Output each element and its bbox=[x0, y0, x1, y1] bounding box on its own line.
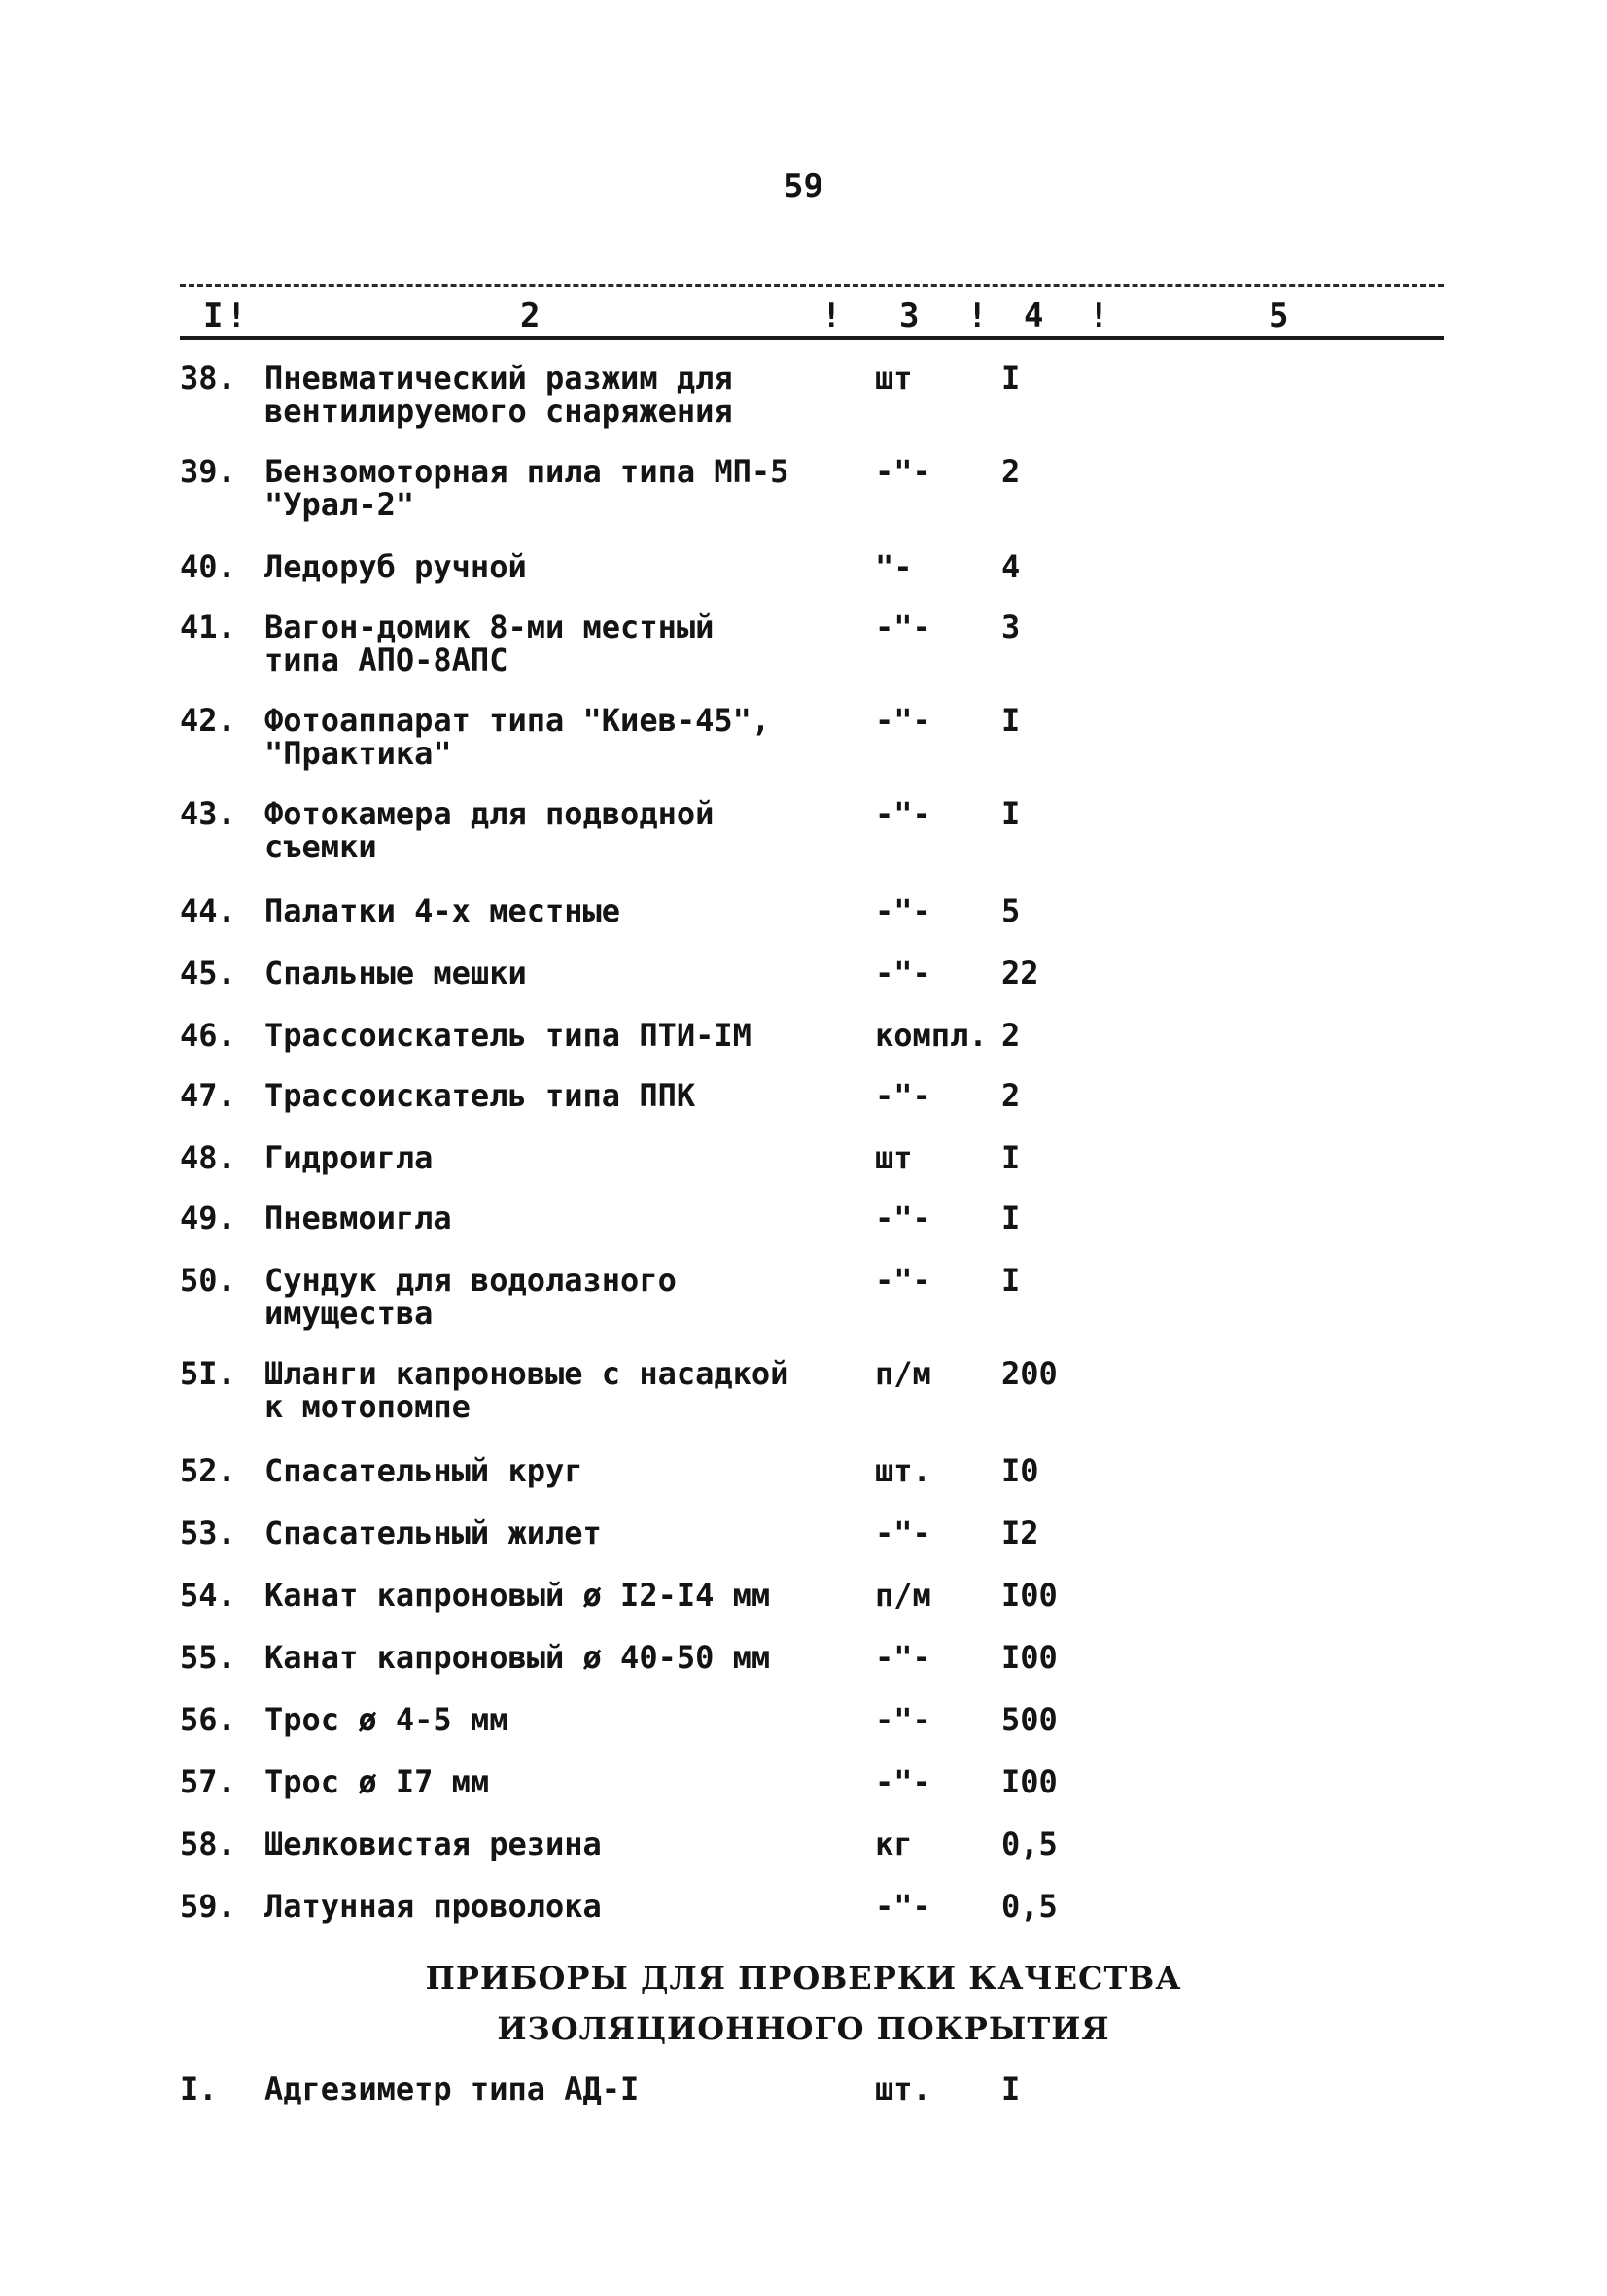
item-number: 48. bbox=[180, 1139, 236, 1176]
item-quantity: I00 bbox=[1001, 1639, 1058, 1676]
item-name: Ледоруб ручной bbox=[264, 548, 527, 585]
item-quantity: I0 bbox=[1001, 1452, 1039, 1489]
item-name: Спасательный жилет bbox=[264, 1514, 602, 1551]
item-name: Адгезиметр типа АД-I bbox=[264, 2070, 640, 2107]
item-name: Трассоискатель типа ППК bbox=[264, 1077, 696, 1114]
item-name: Фотокамера для подводной съемки bbox=[264, 795, 715, 865]
item-number: I. bbox=[180, 2070, 218, 2107]
header-separator: ! bbox=[1089, 296, 1109, 335]
item-number: 44. bbox=[180, 892, 236, 929]
item-unit: -"- bbox=[875, 892, 931, 929]
item-number: 38. bbox=[180, 360, 236, 397]
item-unit: компл. bbox=[875, 1017, 988, 1054]
item-unit: -"- bbox=[875, 453, 931, 490]
item-name: Фотоаппарат типа "Киев-45", "Практика" bbox=[264, 702, 771, 772]
item-number: 57. bbox=[180, 1763, 236, 1800]
item-name: Канат капроновый ø 40-50 мм bbox=[264, 1639, 771, 1676]
item-quantity: I bbox=[1001, 360, 1021, 397]
item-quantity: I bbox=[1001, 795, 1021, 832]
item-unit: -"- bbox=[875, 1763, 931, 1800]
item-number: 43. bbox=[180, 795, 236, 832]
header-col-4: 4 bbox=[1024, 296, 1044, 335]
item-number: 53. bbox=[180, 1514, 236, 1551]
item-number: 45. bbox=[180, 955, 236, 991]
item-name: Спасательный круг bbox=[264, 1452, 583, 1489]
item-unit: п/м bbox=[875, 1355, 931, 1392]
item-unit: шт bbox=[875, 1139, 913, 1176]
item-unit: -"- bbox=[875, 1200, 931, 1236]
item-unit: -"- bbox=[875, 1514, 931, 1551]
item-quantity: 0,5 bbox=[1001, 1888, 1058, 1925]
item-quantity: I bbox=[1001, 702, 1021, 739]
header-col-5: 5 bbox=[1269, 296, 1289, 335]
item-quantity: 0,5 bbox=[1001, 1826, 1058, 1862]
item-quantity: 4 bbox=[1001, 548, 1021, 585]
item-number: 46. bbox=[180, 1017, 236, 1054]
item-name: Трассоискатель типа ПТИ-IМ bbox=[264, 1017, 751, 1054]
section-title-line-2: ИЗОЛЯЦИОННОГО ПОКРЫТИЯ bbox=[497, 2010, 1110, 2047]
item-number: 42. bbox=[180, 702, 236, 739]
item-unit: шт. bbox=[875, 2070, 931, 2107]
item-number: 55. bbox=[180, 1639, 236, 1676]
table-header-rule bbox=[180, 336, 1444, 340]
item-quantity: I bbox=[1001, 1139, 1021, 1176]
item-unit: -"- bbox=[875, 955, 931, 991]
item-number: 47. bbox=[180, 1077, 236, 1114]
item-quantity: I bbox=[1001, 1200, 1021, 1236]
item-unit: шт. bbox=[875, 1452, 931, 1489]
item-unit: -"- bbox=[875, 795, 931, 832]
item-quantity: 2 bbox=[1001, 1077, 1021, 1114]
item-name: Канат капроновый ø I2-I4 мм bbox=[264, 1577, 771, 1614]
item-unit: кг bbox=[875, 1826, 913, 1862]
item-number: 54. bbox=[180, 1577, 236, 1614]
table-top-rule bbox=[180, 284, 1444, 287]
header-separator: ! bbox=[821, 296, 842, 335]
item-quantity: 2 bbox=[1001, 453, 1021, 490]
item-name: Трос ø I7 мм bbox=[264, 1763, 490, 1800]
header-col-1: I bbox=[203, 296, 224, 335]
item-unit: шт bbox=[875, 360, 913, 397]
item-quantity: 200 bbox=[1001, 1355, 1058, 1392]
header-col-3: 3 bbox=[899, 296, 920, 335]
item-number: 49. bbox=[180, 1200, 236, 1236]
item-number: 41. bbox=[180, 609, 236, 645]
item-number: 56. bbox=[180, 1701, 236, 1738]
item-number: 59. bbox=[180, 1888, 236, 1925]
item-name: Палатки 4-х местные bbox=[264, 892, 621, 929]
header-separator: ! bbox=[227, 296, 247, 335]
item-unit: -"- bbox=[875, 702, 931, 739]
item-quantity: I00 bbox=[1001, 1577, 1058, 1614]
item-number: 39. bbox=[180, 453, 236, 490]
item-unit: -"- bbox=[875, 1701, 931, 1738]
item-name: Шелковистая резина bbox=[264, 1826, 602, 1862]
item-quantity: 500 bbox=[1001, 1701, 1058, 1738]
item-unit: п/м bbox=[875, 1577, 931, 1614]
item-unit: -"- bbox=[875, 1077, 931, 1114]
item-name: Спальные мешки bbox=[264, 955, 527, 991]
item-number: 58. bbox=[180, 1826, 236, 1862]
item-name: Сундук для водолазного имущества bbox=[264, 1262, 677, 1332]
item-quantity: I bbox=[1001, 1262, 1021, 1299]
item-unit: -"- bbox=[875, 1639, 931, 1676]
item-unit: -"- bbox=[875, 1888, 931, 1925]
item-quantity: I2 bbox=[1001, 1514, 1039, 1551]
header-col-2: 2 bbox=[520, 296, 541, 335]
item-unit: "- bbox=[875, 548, 913, 585]
item-name: Пневматический разжим для вентилируемого снаряжения bbox=[264, 360, 733, 430]
item-unit: -"- bbox=[875, 609, 931, 645]
item-quantity: 2 bbox=[1001, 1017, 1021, 1054]
item-number: 52. bbox=[180, 1452, 236, 1489]
item-name: Трос ø 4-5 мм bbox=[264, 1701, 508, 1738]
item-quantity: 3 bbox=[1001, 609, 1021, 645]
item-name: Бензомоторная пила типа МП-5 "Урал-2" bbox=[264, 453, 789, 523]
header-separator: ! bbox=[967, 296, 988, 335]
item-quantity: I00 bbox=[1001, 1763, 1058, 1800]
item-name: Вагон-домик 8-ми местный типа АПО-8АПС bbox=[264, 609, 715, 678]
item-unit: -"- bbox=[875, 1262, 931, 1299]
item-quantity: I bbox=[1001, 2070, 1021, 2107]
item-name: Пневмоигла bbox=[264, 1200, 452, 1236]
item-name: Шланги капроновые с насадкой к мотопомпе bbox=[264, 1355, 789, 1425]
item-quantity: 22 bbox=[1001, 955, 1039, 991]
item-number: 5I. bbox=[180, 1355, 236, 1392]
item-number: 50. bbox=[180, 1262, 236, 1299]
item-quantity: 5 bbox=[1001, 892, 1021, 929]
item-number: 40. bbox=[180, 548, 236, 585]
section-title-line-1: ПРИБОРЫ ДЛЯ ПРОВЕРКИ КАЧЕСТВА bbox=[425, 1960, 1182, 1997]
item-name: Гидроигла bbox=[264, 1139, 434, 1176]
item-name: Латунная проволока bbox=[264, 1888, 602, 1925]
page-number: 59 bbox=[784, 167, 823, 206]
table-header bbox=[180, 296, 1444, 335]
